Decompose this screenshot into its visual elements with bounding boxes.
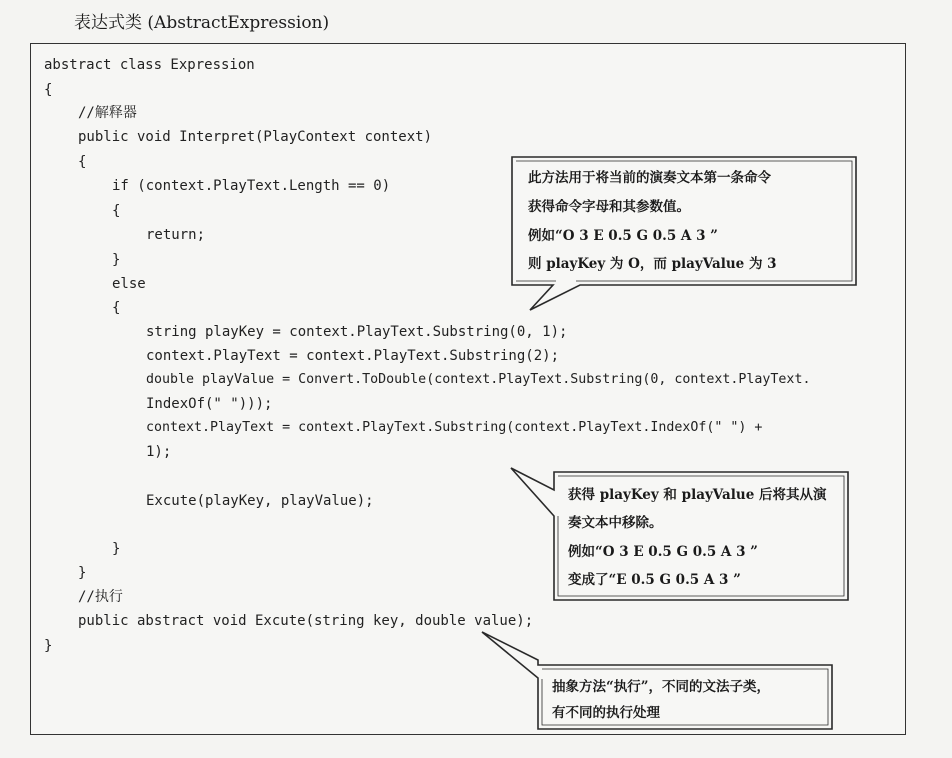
code-line: public abstract void Excute(string key, double value);: [78, 613, 534, 629]
callout-2-text: 获得 playKey 和 playValue 后将其从演: [568, 487, 827, 503]
code-line: }: [78, 565, 87, 581]
code-line: if (context.PlayText.Length == 0): [112, 178, 391, 194]
code-line: }: [112, 541, 121, 557]
code-line: }: [112, 252, 121, 268]
code-comment: //解释器: [78, 105, 137, 121]
callout-2-text: 例如“O 3 E 0.5 G 0.5 A 3 ”: [568, 544, 758, 560]
code-line: double playValue = Convert.ToDouble(context.PlayText.Substring(0, context.PlayText.: [146, 372, 811, 387]
callout-2-text: 奏文本中移除。: [568, 515, 663, 531]
callout-1-text: 获得命令字母和其参数值。: [528, 199, 690, 215]
code-line: Excute(playKey, playValue);: [146, 493, 374, 509]
code-line: abstract class Expression: [44, 57, 255, 73]
callout-3-text: 有不同的执行处理: [552, 705, 660, 721]
code-line: IndexOf(" ")));: [146, 396, 273, 412]
callout-1-text: 此方法用于将当前的演奏文本第一条命令: [528, 170, 771, 186]
code-line: string playKey = context.PlayText.Substring(0, 1);: [146, 324, 568, 340]
code-comment: //执行: [78, 589, 123, 605]
code-line: {: [112, 300, 121, 316]
code-line: return;: [146, 227, 206, 243]
code-line: 1);: [146, 444, 172, 460]
code-line: context.PlayText = context.PlayText.Substring(context.PlayText.IndexOf(" ") +: [146, 420, 763, 435]
code-line: }: [44, 638, 53, 654]
callout-1-text: 例如“O 3 E 0.5 G 0.5 A 3 ”: [528, 228, 718, 244]
code-line: context.PlayText = context.PlayText.Substring(2);: [146, 348, 560, 364]
code-line: {: [112, 203, 121, 219]
section-heading: 表达式类 (AbstractExpression): [74, 13, 330, 33]
code-line: else: [112, 276, 146, 292]
callout-2-text: 变成了“E 0.5 G 0.5 A 3 ”: [568, 572, 741, 588]
code-line: {: [78, 154, 87, 170]
code-line: {: [44, 82, 53, 98]
callout-3-text: 抽象方法“执行”，不同的文法子类，: [552, 679, 771, 695]
callout-1-text: 则 playKey 为 O，而 playValue 为 3: [528, 256, 777, 272]
code-line: public void Interpret(PlayContext context): [78, 129, 433, 145]
